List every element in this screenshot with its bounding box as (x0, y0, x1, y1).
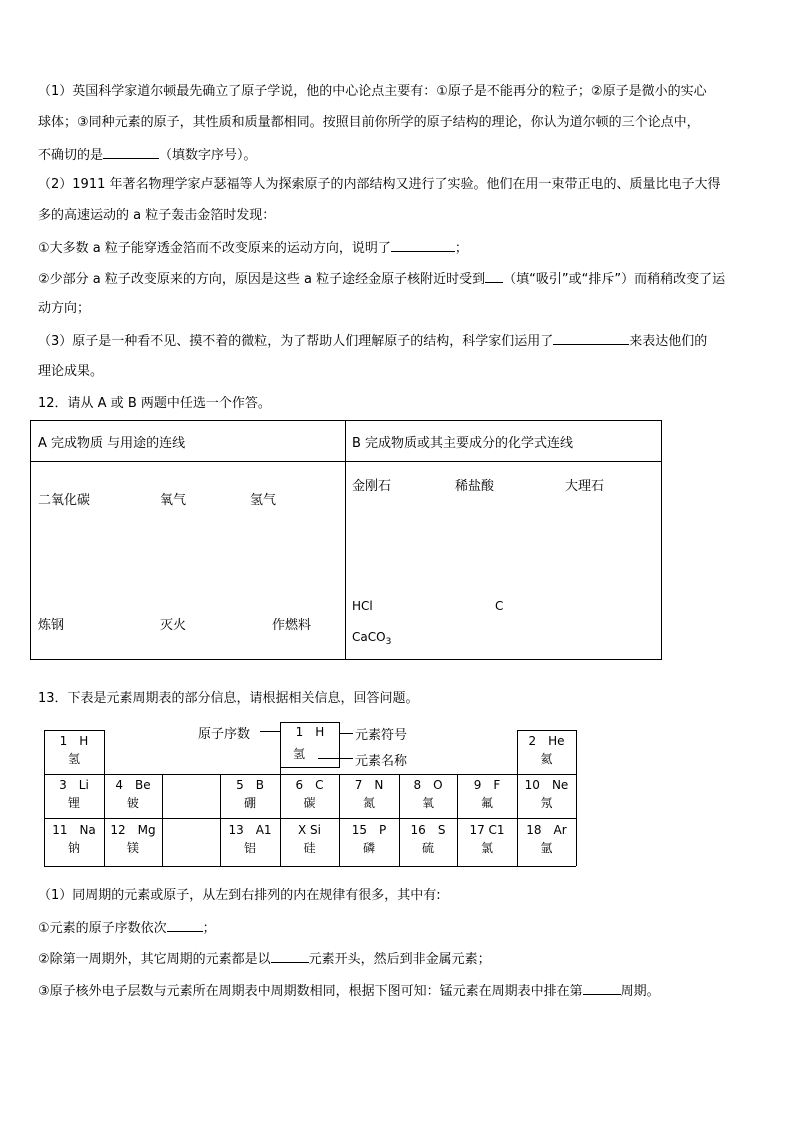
element-ar (517, 821, 576, 857)
element-li-number-symbol: 3 Li (59, 778, 89, 792)
element-s-name: 硫 (421, 841, 434, 855)
element-p (339, 821, 399, 857)
q11-p1-line3-hint: （填数字序号）。 (159, 148, 257, 163)
legend-atomic-number-label: 原子序数 (198, 727, 251, 742)
q11-p2-item1-end: ； (454, 241, 468, 256)
element-al-number-symbol: 13 A1 (228, 823, 272, 837)
answer-blank[interactable] (167, 917, 203, 932)
element-b (220, 776, 280, 812)
q12-table-divider (345, 420, 346, 659)
q13-item3-end: 周期。 (620, 984, 660, 999)
q13-item2-text: ②除第一周期外，其它周期的元素都是以 (38, 952, 271, 967)
element-be-number-symbol: 4 Be (115, 778, 151, 792)
table-rule (517, 730, 576, 731)
q11-p3-line1-text: （3）原子是一种看不见、摸不着的微粒，为了帮助人们理解原子的结构，科学家们运用了 (38, 334, 554, 349)
q12-a-substance-h2[interactable]: 氢气 (250, 493, 277, 508)
q11-p2-item2 (38, 268, 725, 290)
q11-p2-item2-cont: 动方向； (38, 301, 91, 316)
element-be (104, 776, 162, 812)
element-n-name: 氮 (362, 796, 375, 810)
table-rule (44, 730, 104, 731)
q11-p3-line1 (38, 330, 707, 352)
element-si-number-symbol: X Si (298, 823, 321, 837)
legend-name-label: 元素名称 (355, 754, 408, 769)
q12-a-substance-o2[interactable]: 氧气 (160, 493, 187, 508)
caco3-subscript: 3 (385, 637, 392, 647)
q11-p2-item2-text: ②少部分 a 粒子改变原来的方向，原因是这些 a 粒子途经金原子核附近时受到 (38, 272, 486, 287)
element-li-name: 锂 (67, 796, 80, 810)
q12-table-header-rule (30, 461, 661, 462)
q13-item1-text: ①元素的原子序数依次 (38, 921, 167, 936)
element-o-number-symbol: 8 O (413, 778, 443, 792)
q11-p2-line2: 多的高速运动的 a 粒子轰击金箔时发现： (38, 208, 276, 223)
element-cl (457, 821, 517, 857)
element-ne-name: 氖 (540, 796, 553, 810)
element-p-name: 磷 (362, 841, 375, 855)
element-ar-number-symbol: 18 Ar (526, 823, 567, 837)
q12-table (30, 420, 662, 660)
element-si-name: 硅 (303, 841, 316, 855)
element-al-name: 铝 (243, 841, 256, 855)
element-f (457, 776, 517, 812)
element-mg (104, 821, 162, 857)
answer-blank[interactable] (583, 980, 621, 995)
answer-blank[interactable] (103, 144, 159, 159)
q11-p3-line2: 理论成果。 (38, 364, 104, 379)
q13-item2-end: 元素开头，然后到非金属元素； (308, 952, 491, 967)
element-na-name: 钠 (67, 841, 80, 855)
legend-sample-top: 1 H (295, 725, 325, 739)
element-n-number-symbol: 7 N (354, 778, 384, 792)
q13-item3-text: ③原子核外电子层数与元素所在周期表中周期数相同，根据下图可知：锰元素在周期表中排在第 (38, 984, 583, 999)
q12-b-substance-diamond[interactable]: 金刚石 (352, 479, 392, 494)
legend-pointer-line (260, 731, 280, 732)
element-o (399, 776, 457, 812)
q11-p1-line3-text: 不确切的是 (38, 148, 104, 163)
element-he-name: 氦 (540, 752, 553, 766)
legend-symbol-label: 元素符号 (355, 728, 408, 743)
q11-p2-line1: （2）1911 年著名物理学家卢瑟福等人为探索原子的内部结构又进行了实验。他们在用一束带正电的、质量比电子大得 (38, 177, 721, 192)
q11-p2-item1-text: ①大多数 a 粒子能穿透金箔而不改变原来的运动方向，说明了 (38, 241, 391, 256)
element-mg-name: 镁 (126, 841, 139, 855)
q11-p3-line1-end: 来表达他们的 (629, 334, 708, 349)
element-cl-number-symbol: 17 C1 (469, 823, 505, 837)
element-ne (517, 776, 576, 812)
element-h-name: 氢 (67, 752, 80, 766)
q13-item1-end: ； (202, 921, 216, 936)
answer-blank[interactable] (391, 237, 455, 252)
element-li (44, 776, 104, 812)
table-rule (44, 866, 576, 867)
element-be-name: 铍 (126, 796, 139, 810)
element-ne-number-symbol: 10 Ne (524, 778, 569, 792)
table-rule (162, 774, 163, 866)
q12-a-substance-co2[interactable]: 二氧化碳 (38, 493, 91, 508)
element-f-number-symbol: 9 F (473, 778, 501, 792)
element-b-number-symbol: 5 B (236, 778, 264, 792)
element-cl-name: 氯 (480, 841, 493, 855)
q11-p1-line1: （1）英国科学家道尔顿最先确立了原子学说，他的中心论点主要有：①原子是不能再分的粒子；②原子是微小的实心 (38, 84, 707, 99)
q11-p2-item2-hint: （填“吸引”或“排斥”）而稍稍改变了运 (503, 272, 726, 287)
element-mg-number-symbol: 12 Mg (110, 823, 156, 837)
element-na (44, 821, 104, 857)
answer-blank[interactable] (553, 330, 629, 345)
answer-blank[interactable] (485, 268, 503, 283)
element-s-number-symbol: 16 S (410, 823, 446, 837)
element-he-number-symbol: 2 He (528, 734, 565, 748)
element-na-number-symbol: 11 Na (52, 823, 96, 837)
q11-p1-line2: 球体；③同种元素的原子，其性质和质量都相同。按照目前你所学的原子结构的理论，你认为道尔顿的三个论点中， (38, 115, 700, 130)
q12-b-formula-c[interactable]: C (495, 599, 504, 613)
table-rule (576, 730, 577, 866)
element-si (280, 821, 339, 857)
q13-sub1: （1）同周期的元素或原子，从左到右排列的内在规律有很多，其中有: (38, 888, 441, 903)
element-o-name: 氧 (421, 796, 434, 810)
q13-item1 (38, 917, 216, 939)
caco3-base: CaCO (352, 630, 386, 644)
element-f-name: 氟 (480, 796, 493, 810)
element-he (517, 732, 576, 768)
legend-pointer-line (339, 733, 353, 734)
q12-b-substance-marble[interactable]: 大理石 (565, 479, 605, 494)
q12-b-formula-hcl[interactable]: HCl (352, 599, 373, 613)
table-rule (44, 774, 576, 775)
q12-prompt: 12．请从 A 或 B 两题中任选一个作答。 (38, 396, 271, 411)
q12-a-header: A 完成物质 与用途的连线 (38, 436, 186, 451)
answer-blank[interactable] (271, 948, 309, 963)
element-c-number-symbol: 6 C (295, 778, 324, 792)
q13-item2 (38, 948, 491, 970)
q12-a-use-fuel[interactable]: 作燃料 (272, 618, 312, 633)
q11-p2-item1 (38, 237, 468, 259)
element-ar-name: 氩 (540, 841, 553, 855)
element-b-name: 硼 (243, 796, 256, 810)
q13-prompt: 13．下表是元素周期表的部分信息，请根据相关信息，回答问题。 (38, 691, 419, 706)
element-al (220, 821, 280, 857)
element-h-number-symbol: 1 H (59, 734, 89, 748)
q12-a-use-fire-extinguishing[interactable]: 灭火 (160, 618, 187, 633)
legend-pointer-line (318, 758, 353, 759)
q12-b-header: B 完成物质或其主要成分的化学式连线 (352, 436, 574, 451)
q11-p1-line3 (38, 144, 257, 166)
element-s (399, 821, 457, 857)
element-n (339, 776, 399, 812)
q12-b-formula-caco3[interactable] (352, 630, 391, 647)
q12-b-substance-hcl-acid[interactable]: 稀盐酸 (455, 479, 495, 494)
element-h (44, 732, 104, 768)
element-p-number-symbol: 15 P (351, 823, 387, 837)
element-c (280, 776, 339, 812)
q13-item3 (38, 980, 660, 1002)
q12-a-use-steelmaking[interactable]: 炼钢 (38, 618, 65, 633)
element-c-name: 碳 (303, 796, 316, 810)
table-rule (44, 818, 576, 819)
legend-sample-name: 氢 (292, 747, 305, 761)
